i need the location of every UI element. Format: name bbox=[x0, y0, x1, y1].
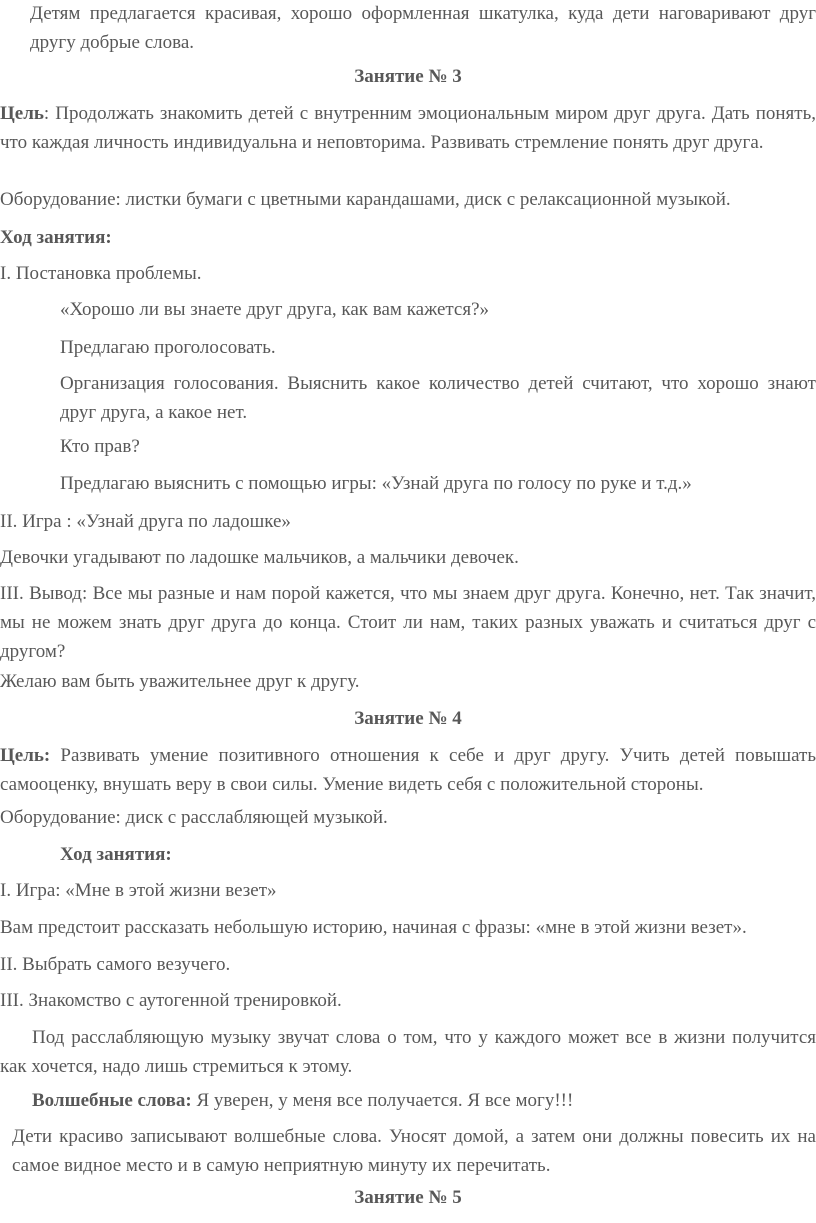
lesson-3-equipment: Оборудование: листки бумаги с цветными карандашами, диск с релаксационной музыкой. bbox=[0, 189, 731, 210]
magic-words-label: Волшебные слова: bbox=[32, 1090, 192, 1111]
lesson-3-question-3: Организация голосования. Выяснить какое количество детей считают, что хорошо знают друг друга, а какое нет. bbox=[60, 373, 816, 423]
lesson-4-children: Дети красиво записывают волшебные слова. Уносят домой, а затем они должны повесить их на самое видное место и в самую неприятную минуту их перечитать. bbox=[12, 1126, 816, 1176]
goal-label: Цель bbox=[0, 103, 44, 124]
goal-label: Цель: bbox=[0, 745, 51, 766]
lesson-4-story: Вам предстоит рассказать небольшую историю, начиная с фразы: «мне в этой жизни везет». bbox=[0, 917, 747, 938]
lesson-3-step-1: I. Постановка проблемы. bbox=[0, 263, 202, 284]
goal-text: Развивать умение позитивного отношения к себе и друг другу. Учить детей повышать самооценку, внушать веру в свои силы. Умение видеть себя с положительной стороны. bbox=[0, 745, 816, 795]
intro-paragraph: Детям предлагается красивая, хорошо оформленная шкатулка, куда дети наговаривают друг другу добрые слова. bbox=[30, 3, 816, 53]
lesson-4-magic-words bbox=[32, 1086, 816, 1115]
lesson-3-girls: Девочки угадывают по ладошке мальчиков, а мальчики девочек. bbox=[0, 547, 519, 568]
lesson-4-progress-heading: Ход занятия: bbox=[60, 844, 172, 865]
lesson-4-step-1: I. Игра: «Мне в этой жизни везет» bbox=[0, 880, 277, 901]
lesson-4-step-2: II. Выбрать самого везучего. bbox=[0, 954, 231, 975]
lesson-4-goal bbox=[0, 741, 816, 799]
lesson-4-step-3: III. Знакомство с аутогенной тренировкой. bbox=[0, 990, 342, 1011]
lesson-3-question-2: Предлагаю проголосовать. bbox=[60, 337, 276, 358]
lesson-3-question-1: «Хорошо ли вы знаете друг друга, как вам кажется?» bbox=[60, 299, 490, 320]
lesson-3-question-5: Предлагаю выяснить с помощью игры: «Узнай друга по голосу по руке и т.д.» bbox=[60, 473, 692, 494]
lesson-3-step-3: III. Вывод: Все мы разные и нам порой кажется, что мы знаем друг друга. Конечно, нет. Так значит, мы не можем знать друг друга до конца. Стоит ли нам, таких разных уважать и считаться друг с другом? bbox=[0, 583, 816, 662]
lesson-3-question-4: Кто прав? bbox=[60, 436, 140, 457]
lesson-3-step-2: II. Игра : «Узнай друга по ладошке» bbox=[0, 511, 291, 532]
lesson-3-wish: Желаю вам быть уважительнее друг к другу. bbox=[0, 671, 360, 692]
lesson-5-title: Занятие № 5 bbox=[354, 1187, 462, 1208]
lesson-4-music: Под расслабляющую музыку звучат слова о том, что у каждого может все в жизни получится как хочется, надо лишь стремиться к этому. bbox=[0, 1027, 816, 1077]
magic-words-text: Я уверен, у меня все получается. Я все могу!!! bbox=[191, 1090, 574, 1111]
lesson-3-title: Занятие № 3 bbox=[354, 66, 462, 87]
lesson-4-title: Занятие № 4 bbox=[354, 708, 462, 729]
goal-text: : Продолжать знакомить детей с внутренним эмоциональным миром друг друга. Дать понять, что каждая личность индивидуальна и неповторима. Развивать стремление понять друг друга. bbox=[0, 103, 816, 153]
lesson-3-goal bbox=[0, 99, 816, 157]
lesson-3-progress-heading: Ход занятия: bbox=[0, 227, 112, 248]
lesson-4-equipment: Оборудование: диск с расслабляющей музыкой. bbox=[0, 807, 388, 828]
